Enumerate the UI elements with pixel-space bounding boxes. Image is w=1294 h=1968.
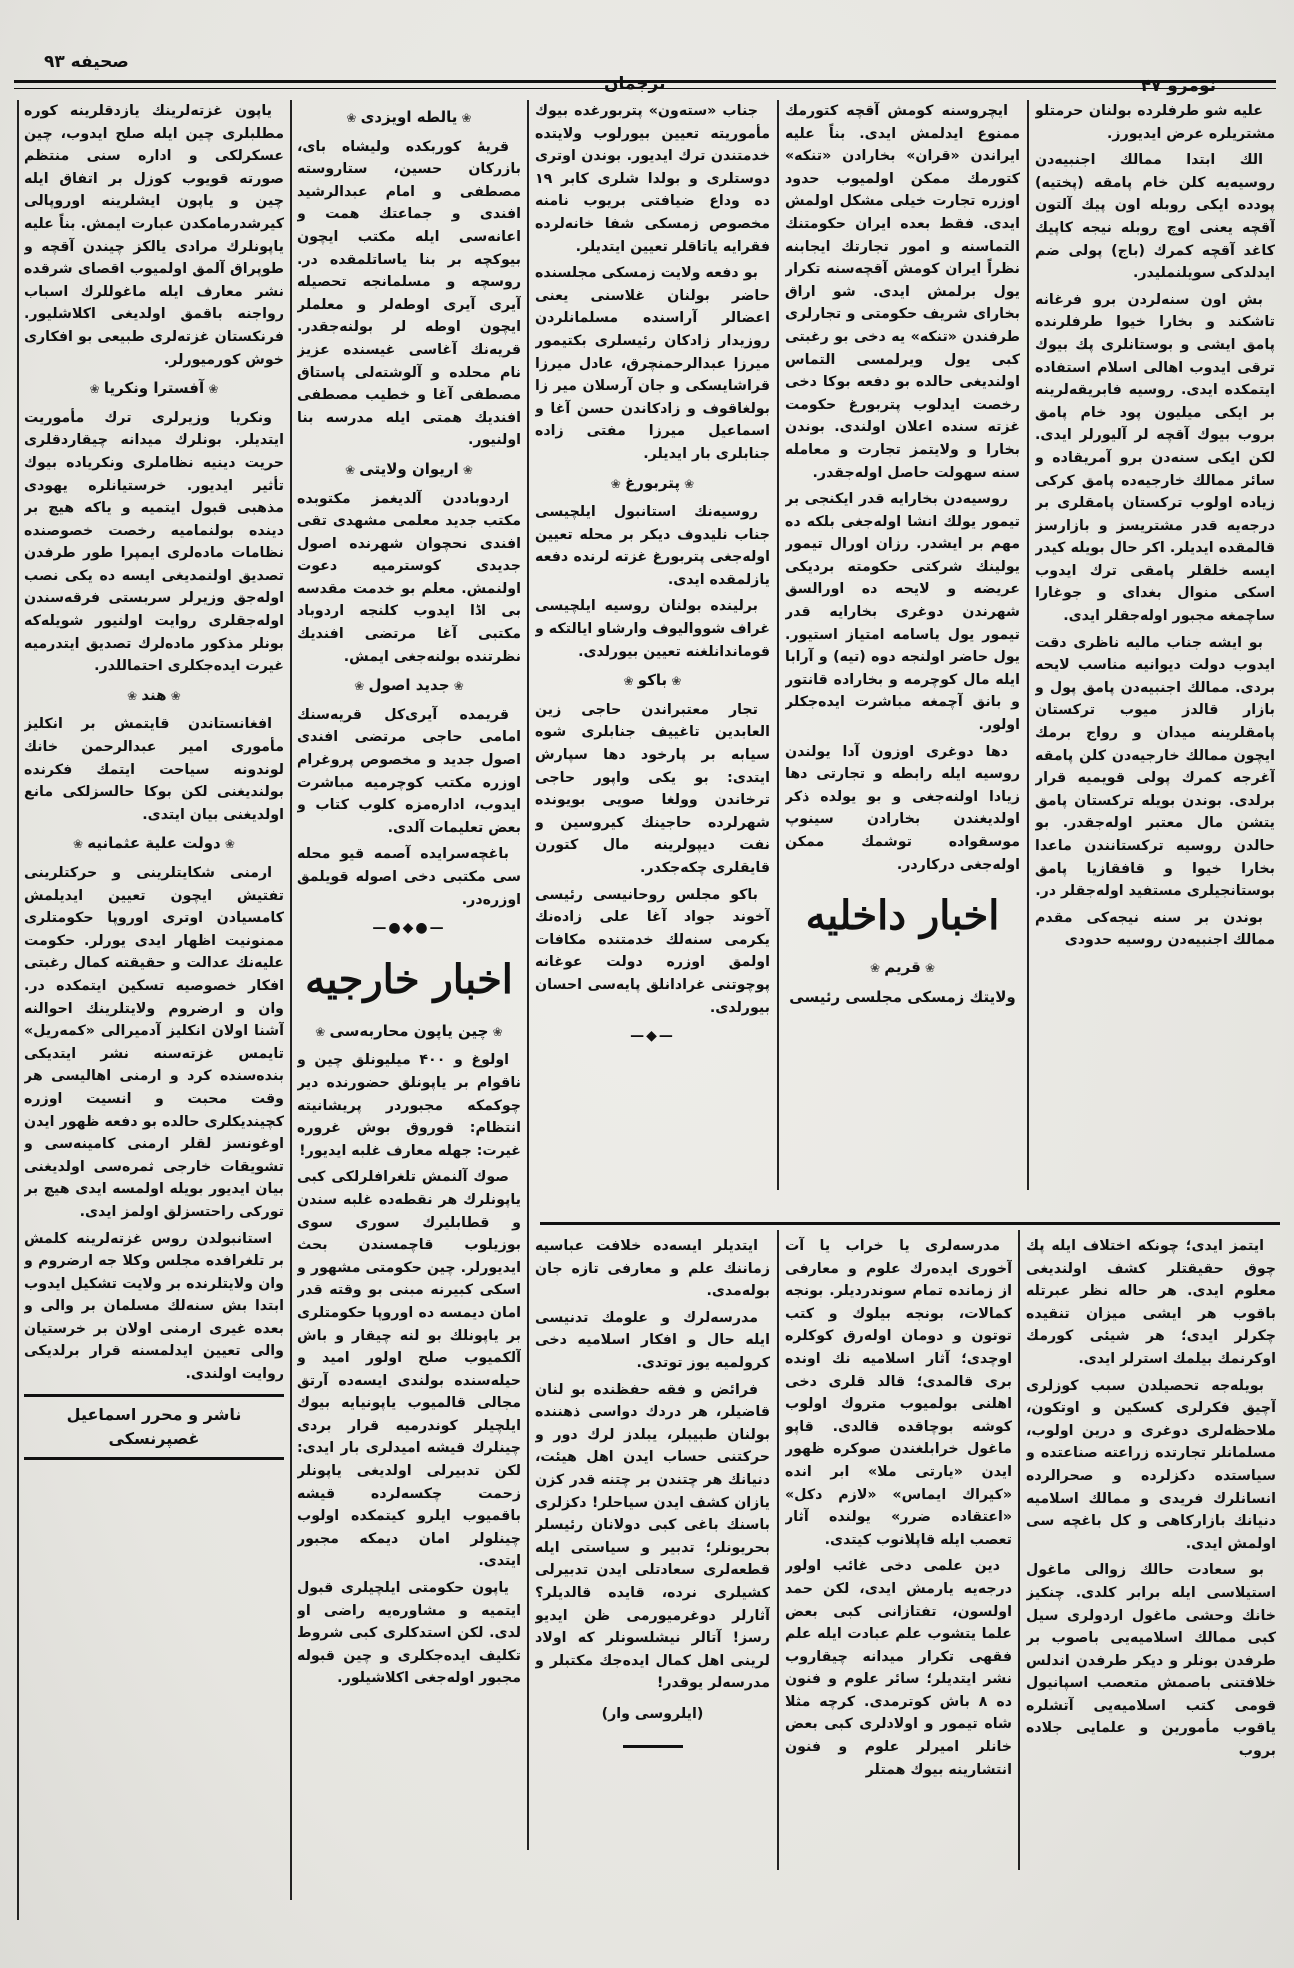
ornament-divider: —●◆●— — [372, 920, 446, 937]
paragraph: برلينده بولنان روسيه ايلچيسى غراف شوواليوف وارشاو ايالتكه و قوماندانلغنه تعيين بيورلدى. — [535, 598, 770, 660]
paragraph: اولوغ و ۴۰۰ ميليونلق چين و ناقوام بر ياپونلق حضورنده دير چوكمكه مجبوردر پريشانيته انتظام: قوروق بوش غروره غيرت: جهله معارف غلبه ايديور! — [297, 1052, 521, 1159]
column-divider — [17, 100, 19, 1920]
section-heading-petersburg: ❀ پتربورغ ❀ — [535, 472, 770, 496]
paragraph: اردوباددن آلديغمز مكتوبده مكتب جديد معلمى مشهدى تقى افندى نحچوان شهرنده اصول جديدى كوسترميه دعوت اولنمش. معلم بو خدمت مقدسه بى اڈا ايدوب كلنجه اردوباد مكتبى آغا مرتضى افنديك نظرتنده بولنه‌جغى ايمش. — [297, 490, 521, 665]
paragraph: بو دفعه ولايت زمسكى مجلسنده حاضر بولنان غلاسنى يعنى اعضالر آراسنده مسلمانلردن روزيدار زادكان رئيسلرى بكتيمور ميرزا عبدالرحمنچرق، عادل ميرزا قراشايسكى و جان آرسلان مير زا بولغاقوف و زادكاندن حسن آغا و اسماعيل ميرزا مفتى زاده جنابلرى بار ايديلر. — [535, 265, 770, 462]
continued-note: (ايلروسى وار) — [601, 1705, 704, 1722]
paragraph: مدرسه‌لرك و علومك تدنيسى ايله حال و افكار اسلاميه دخى كرولميه يوز توتدى. — [535, 1309, 770, 1371]
paragraph: بويله‌جه تحصيلدن سبب كوزلرى آچيق فكرلرى كسكين و اوتكون، ملاحظه‌لرى دوغرى و درين اولوب، مسلمانلر تجارتده زراعته صناعتده و سياستده دكزلرده و صحرالرده انسانلرك فريدى و ممالك اسلاميه دنيانك بازاركاهى و كل باغچه سى اولمش ايدى. — [1026, 1377, 1276, 1552]
paragraph: ياپون حكومتى ايلچيلرى قبول ايتميه و مشاوره‌يه راضى او لدى. لكن استدكلرى كبى شروط تكليف ايده‌جكلرى و چين قبوله مجبور اوله‌جغى اكلاشيلور. — [297, 1580, 521, 1687]
paragraph: قريمده آيرى‌كل قريه‌سنك امامى حاجى مرتضى افندى اصول جديد و مخصوص پروغرام اوزره مكتب كوچرميه مباشرت ايدوب، اداره‌مزه كلوب كتاب و بعض تعليمات آلدى. — [297, 706, 521, 836]
end-rule — [623, 1745, 683, 1748]
paragraph: باغچه‌سرايده آصمه قيو محله سى مكتبى دخى اصوله قويلمق اوزره‌در. — [297, 846, 521, 908]
paragraph: مدرسه‌لرى يا خراب يا آت آخورى ايده‌رك علوم و معارفى از زمانده تمام سوندرديلر. بونجه كمالات، بونجه بيلوك و كتب توتون و دومان اوله‌رق كوكلره اوچدى؛ آثار اسلاميه نك اونده برى قالمدى؛ قالد قلرى دخى اهلنى بولميوب متروك اولوب كوشه بوچاقده قالدى. قاپو ماغول خرابلغندن صوكره ظهور ايدن «يارتى ملا» ابر انده «كيراك ايماس» «لازم دكل» «اعتقاده ضرر» يولنده آثار تعصب ايله قاپلانوب كيتدى. — [785, 1238, 1012, 1548]
paragraph: قريهٔ كوربكده وليشاه باى، بازركان حسين، ستاروسته مصطفى و امام عبدالرشيد افندى و جماعتك همت و اعانه‌سى ايله مكتب ايچون بيوكچه بر بنا ياساتلمقده در. روسچه و مسلمانجه تحصيله آيرى آيرى اوطه‌لر و معلملر ايچون اوطه لر بولنه‌جقدر. قريه‌نك آغاسى غيسنده عزيز نام محلده و آلوشته‌لى پاستاق مصطفى آغا و خطيب مصطفى افنديك همتى ايله مدرسه بنا اولنيور. — [297, 138, 521, 449]
paragraph: ايچروسنه كومش آقچه كتورمك ممنوع ايدلمش ايدى. بناً عليه ايراندن «قران» بخارادن «تنكه» كتورمك ممكن اولميوب حدود اوزره تجارت خيلى مشكل اولمش ايدى. فقط بعده ايران حكومتنك التماسنه و امور تجارتك ايجابنه نظراً ايران كومش آقچه‌سنه تكرار يول برلمش ايدى. شو اراق بخاراى شريف حكومتى و تجارلرى طرفندن «تنكه» يه دخى بو رغبتى كبى يول ويرلمسى التماس اولنديغى حالده بو دفعه بوكا دخى رخصت ايدلوب پتربورغ حكومت غزته سنده اعلان اولندى. بوندن بخارا و ولايتمز تجارت و معامله سنه سهولت حاصل اوله‌جقدر. — [785, 103, 1020, 481]
subheading: ولايتك زمسكى مجلسى رئيسى — [789, 987, 1016, 1006]
paragraph: استانبولدن روس غزته‌لرينه كلمش بر تلغرافده مجلس وكلا جه ارضروم و وان ولايتلرنده بر ولايت تشكيل ايدوب ابتدا بش سنه‌لك مسلمان بر والى و بعده غيرى ارمنى اولان بر خرستيان والى تعيين ايدلمسنه قرار برلديكى روايت اولندى. — [24, 1230, 284, 1383]
paragraph: روسيه‌نك استانبول ايلچيسى جناب نليدوف ديكر بر محله تعيين اوله‌جغى پتربورغ غزته لرنده دفعه يازلمقده ايدى. — [535, 504, 770, 588]
column-bottom-1 — [1026, 1235, 1276, 1865]
column-divider — [1018, 1230, 1020, 1870]
paragraph: بوندن بر سنه نيجه‌كى مقدم ممالك اجنبيه‌دن روسيه حدودى — [1035, 909, 1275, 949]
section-heading-china-japan-war: ❀ چين ياپون محاربه‌سى ❀ — [297, 1020, 521, 1044]
domestic-news-heading: اخبار داخليه — [805, 892, 1000, 940]
column-top-2 — [785, 100, 1020, 1210]
section-heading-crimea: ❀ قريم ❀ — [785, 956, 1020, 980]
column-top-3 — [535, 100, 770, 1210]
paragraph: روسيه‌دن بخارايه قدر ايكنجى بر تيمور يولك انشا اوله‌جغى بلكه ده مهم بر ايشدر. رزان اورال تيمور يولينك شركتى حكومته برديكى عريضه و لايحه ده اورالسق شهرندن دوغرى بخارايه قدر تيمور يول ياسامه امتياز استيور. يول حاضر اولنجه دوه (تيه) و آرابا ايله مال كوچرمه و بخاراده قانتور و بانق آچمغه مباشرت ايده‌جكلر اولور. — [785, 491, 1020, 734]
section-rule — [540, 1222, 1280, 1225]
issue-number: نومرو ۴۷ — [1140, 76, 1216, 96]
column-top-4 — [297, 100, 521, 1850]
column-divider — [290, 100, 292, 1900]
column-bottom-3 — [535, 1235, 770, 1855]
paragraph: ايتمز ايدى؛ چونكه اختلاف ايله پك چوق حقيقتلر كشف اولنديغى معلوم ايدى. هر حاله نظر عبرتله باقوب هر ايشى ميزان تنقيده چكرلر ايدى؛ هر شيئى كورمك اوكرنمك بيلمك استرلر ايدى. — [1026, 1238, 1276, 1367]
paragraph: بو ايشه جناب ماليه ناظرى دقت ايدوب دولت ديوانيه مناسب لايحه بردى. ممالك اجنبيه‌دن پامق پول و بازار قالدز ميوب تركستان پامقلرينه ميدان و رواج برمك ايچون ممالك خارجيه‌دن كلن پامقه آغرجه كمرك پولى قويميه قرار برلدى. بوندن بويله تركستان پامق يتشن مال معتبر اوله‌جقدر. بو حالدن روسيه تركستانندن ماعدا بخارا خيوا و قافقازيا پامق بوستانجيلرى مستفيد اوله‌جقلر در. — [1035, 634, 1275, 900]
paragraph: الك ابتدا ممالك اجنبيه‌دن روسيه‌يه كلن خام پامقه (پختيه) پودده ايكى روبله اون پيك آلتون آقچه يعنى اوچ روبله نيجه كاپيك كاغد آقچه كمرك (باج) پولى ضم ايدلدكى سويلنمليدر. — [1035, 152, 1275, 282]
ornament-divider: —◆— — [630, 1028, 675, 1045]
paragraph: جناب «سته‌ون» پتربورغده بيوك مأموريته تعيين بيورلوب ولايتده خدمتندن ترك ايديور. بوندن اوترى دوستلرى و بولدا شلرى كابر ۱۹ ده وداع ضيافتى بريوب نامنه مخصوص زمسكى شفا خانه‌لرده فقرايه ياتاقلر تعيين ايتديلر. — [535, 103, 770, 255]
paragraph: عليه شو طرفلرده بولنان حرمتلو مشتريلره عرض ايديورز. — [1035, 103, 1275, 142]
column-bottom-2 — [785, 1235, 1012, 1865]
paragraph: افغانستاندن قايتمش بر انكليز مأمورى امير عبدالرحمن خانك لوندونه سياحت ايتمك فكرنده بولنديغنى لكن بوكا حالسزلكى مانع اولديغنى بيان ايتدى. — [24, 716, 284, 823]
paragraph: ونكريا وزيرلرى ترك مأموريت ايتديلر. بونلرك ميدانه چيقاردقلرى حريت دينيه نظاملرى ونكرياده بيوك تأثير ايديور. خرستيانلره يهودى مذهبى قبول ايتميه و ياكه هيچ بر دينده بولنماميه رخصت خصوصنده نظامات ماده‌لرى ايمپرا طور طرفدن تصديق اولنمديغى ايسه ده يكى نصب اوله‌جق وزيرلر سربستى فرقه‌سندن اوله‌جقلرى روايت اولنيور شويله‌كه بونلر مذكور ماده‌لرك تصديق ايتدرميه غيرت ايده‌جكلرى احتماللدر. — [24, 409, 284, 675]
paragraph: فرائض و فقه حفظنده بو لنان قاضيلر، هر دردك دواسى ذهننده بولنان طبيبلر، يبلدز لرك دور و حركتنى حساب ايدن اهل هيئت، دنيانك هر چتندن بر چتنه قدر كزن يازان كشف ايدن سياحلر! دكزلرى باسنك باغى كبى دولانان رئيسلر بحريونلر؛ تدبير و سياستى ايله قطعه‌لرى سعادتلى ايدن تدبيرلى كشيلرى نرده، قايده قالديلر؟ آثارلر دوغرميورمى ظن ايديو رسز! آتالر نيشلسونلر كه اولاد لرينى اهل كمال ايده‌جك مكتبلر و مدرسه‌لر يوقدر! — [535, 1381, 770, 1692]
section-heading-yalta: ❀ يالطه اويزدى ❀ — [297, 106, 521, 130]
paragraph: ايتديلر ايسه‌ده خلافت عباسيه زماننك علم و معارفى تازه جان بوله‌مدى. — [535, 1238, 770, 1300]
column-top-1 — [1035, 100, 1275, 1210]
paragraph: ياپون غزته‌لرينك يازدقلرينه كوره مطلبلرى چين ايله صلح ايدوب، چين عسكرلكى و اداره سنى منتظم صورته قويوب كوزل بر اتفاق ايله چين و ياپون ايشلرينه اوروپالى كيرشدرمامكدن عبارت ايمش. بناً عليه ياپونلرك مرادى يالكز چيندن آقچه و طوپراق آلمق اولميوب اقصاى شرقده نشر معارف ايله ماغوللرك اسباب رواجنه باقمق اولديغى اكلاشليور. فرنكستان غزته‌لرى طبيعى بو افكارى خوش كورميورلر. — [24, 103, 284, 368]
section-heading-baku: ❀ باكو ❀ — [535, 669, 770, 693]
paragraph: بو سعادت حالك زوالى ماغول استيلاسى ايله برابر كلدى. چنكيز خانك وحشى ماغول اردولرى سيل كبى ممالك اسلاميه‌يى باصوب بر طرفدن بونلر و ديكر طرفدن اندلس خلافتنى باصمش متعصب اسپانيول قومى كتب اسلاميه‌يى آتشلره ياقوب مأمورين و علمايى جلاده بروب — [1026, 1562, 1276, 1760]
paragraph: دها دوغرى اوزون آدا يولندن روسيه ايله رابطه و تجارتى دها زيادا اولنه‌جغى و بو يولده ذكر اولديغندن بخارادن سينوپ موسقواده توشمك ممكن اوله‌جغى دركاردر. — [785, 743, 1020, 873]
section-heading-austria-hungary: ❀ آفسترا ونكريا ❀ — [24, 377, 284, 401]
newspaper-title: ترجمان — [604, 74, 666, 94]
section-heading-ottoman-state: ❀ دولت علية عثمانيه ❀ — [24, 832, 284, 856]
paragraph: ارمنى شكايتلرينى و حركتلرينى تفتيش ايچون تعيين ايديلمش كامسيادن اوترى اوروپا حكومتلرى ممنونيت اظهار ايدى يورلر. حكومت عليه‌نك عدالت و حقيقته كمال رغبتى افكار خصوصيه تسكين ايتمكده در. وان و ارضروم ولايتلرينك احوالنه آشنا اولان انكليز آدميرالى «كمه‌ريل» تايمس غزته‌سنه نشر ايتديكى بنده‌سنده كرد و ارمنى اهاليسى هر وقت محبت و انسيت اوزره كچينديكلرى حالده بو دفعه ظهور ايدن اوغونسز لقلر ارمنى كامينه‌سى و تشويقات خارجى ثمره‌سى اولديغنى بيان ايديور بويله اولمسه ايدى هيچ بر توركى راحتسزلق اولمز ايدى. — [24, 865, 284, 1220]
column-divider — [527, 100, 529, 1850]
section-heading-new-method: ❀ جديد اصول ❀ — [297, 674, 521, 698]
paragraph: صوك آلنمش تلغرافلرلكى كبى ياپونلرك هر نقطه‌ده غلبه سندن و قطابليرك سورى سوى بوزيلوب قاچمسندن بحث ايديورلر. چين حكومتى مشهور و اسكى كبيرنه مبنى بو وقته قدر امان ديمسه ده اوروپا حكومتلرى بر ياپونلك بو لنه چيقار و باش آلكميوب صلح اولور اميد و حيله‌سنده بولندى ايسه‌ده آرتق مجالى قالميوب ياپونيايه بيوك ايلچيلر كوندرميه قرار بردى چينلرك قيشه اميدلرى بار ايدى: لكن تدبيرلى اولديغى ياپونلر زحمت چكسه‌لرده قيشه باقميوب ايلرو كيتمكده اولوب چينلولر امان ديمكه مجبور ايتدى. — [297, 1169, 521, 1570]
column-divider — [1027, 100, 1029, 1190]
paragraph: باكو مجلس روحانيسى رئيسى آخوند جواد آغا على زاده‌نك يكرمى سنه‌لك خدمتنده مكافات اولمق اوزره دولت عوغانه پوچوتنى غرادانلق پايه‌سى احسان بيورلدى. — [535, 886, 770, 1016]
header-rule — [14, 80, 1276, 89]
publisher-signature: ناشر و محرر اسماعيل غصپرنسكى — [24, 1394, 284, 1460]
column-divider — [777, 100, 779, 1190]
section-heading-india: ❀ هند ❀ — [24, 684, 284, 708]
paragraph: تجار معتبراندن حاجى زين العابدين تاغييف جنابلرى شوه سيابه بر پارخود دها سپارش ايتدى: بو يكى واپور حاجى ترخاندن وولغا صويى بويونده شهرلرده حاجينك كيروسين و نفت ديپولرينه مال كتورن قايقلرى چكه‌جكدر. — [535, 701, 770, 876]
paragraph: دين علمى دخى غائب اولور درجه‌يه يارمش ايدى، لكن حمد اولسون، تفتازانى كبى بعض علما يتشوب علم عبادت ايله علم فقهى تكرار ميدانه چيقاروب نشر ايتديلر؛ سائر علوم و فنون ده ۸ باش كوترمدى. كرچه مثلا شاه تيمور و اولادلرى كبى بعض خانلر اميرلر علوم و فنون انتشارينه بيوك همتلر — [785, 1558, 1012, 1778]
page-number: صحيفه ۹۳ — [44, 52, 129, 72]
paragraph: بش اون سنه‌لردن برو فرغانه تاشكند و بخارا خيوا طرفلرنده پامق ايشى و بوستانلرى پك بيوك ترقى ايدوب اهالى اسلام استفاده ايتمكده ايدى. روسيه فابريقه‌لرينه بر ايكى ميليون پود خام پامق بروب بيوك آقچه لر آليورلر ايدى. لكن ايكى سنه‌دن برو آمريقاده و سائر ممالك خارجيه‌ده پامق كركى زياده اولوب تركستان پامقلرى بر درجه‌يه قدر مشتريسز و بازارسز قالمقده ايديلر. اكر حال بويله كيدر ايسه خلقلر پامقى ترك ايدوب اسكى منوال بغداى و جوغارا ساچمغه مجبور اوله‌جقلر ايدى. — [1035, 291, 1275, 625]
column-top-5 — [24, 100, 284, 1900]
section-heading-erivan: ❀ اريوان ولايتى ❀ — [297, 458, 521, 482]
column-divider — [777, 1230, 779, 1870]
foreign-news-heading: اخبار خارجيه — [305, 955, 513, 1003]
